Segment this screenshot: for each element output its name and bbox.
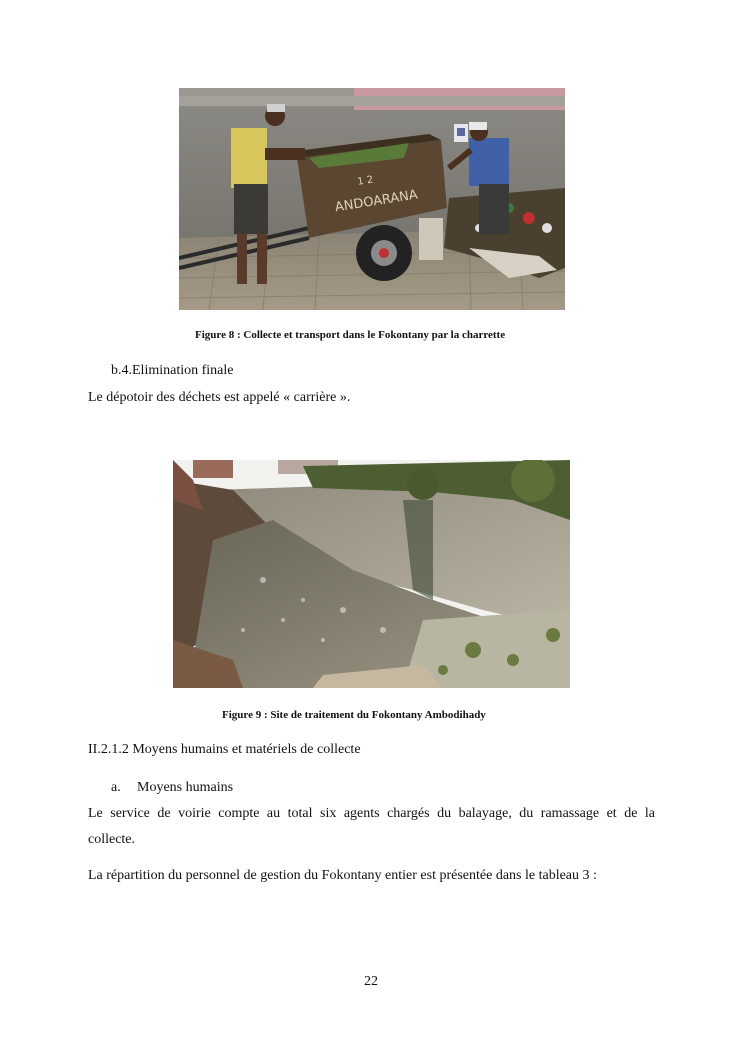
cart-painted-text: ANDOARANA: [333, 187, 419, 216]
section-ii212-heading: II.2.1.2 Moyens humains et matériels de collecte: [88, 742, 361, 757]
list-item-label: Moyens humains: [137, 780, 234, 795]
section-b4-heading: b.4.Elimination finale: [111, 363, 234, 378]
paragraph-line-1: Le service de voirie compte au total six agents chargés du balayage, du ramassage et de la: [88, 806, 655, 821]
cart-painted-number: 1 2: [356, 174, 375, 188]
paragraph-line-2: collecte.: [88, 832, 136, 847]
page-number: 22: [364, 974, 378, 989]
paragraph-2: La répartition du personnel de gestion du Fokontany entier est présentée dans le tableau 3 :: [88, 868, 597, 883]
figure-8-photo: [179, 88, 565, 310]
figure-9-photo: [173, 460, 570, 688]
figure-8-caption: Figure 8 : Collecte et transport dans le Fokontany par la charrette: [195, 329, 506, 341]
list-item-marker: a.: [111, 780, 121, 795]
section-b4-text: Le dépotoir des déchets est appelé « carrière ».: [88, 390, 351, 405]
figure-9-caption: Figure 9 : Site de traitement du Fokontany Ambodihady: [222, 709, 486, 721]
